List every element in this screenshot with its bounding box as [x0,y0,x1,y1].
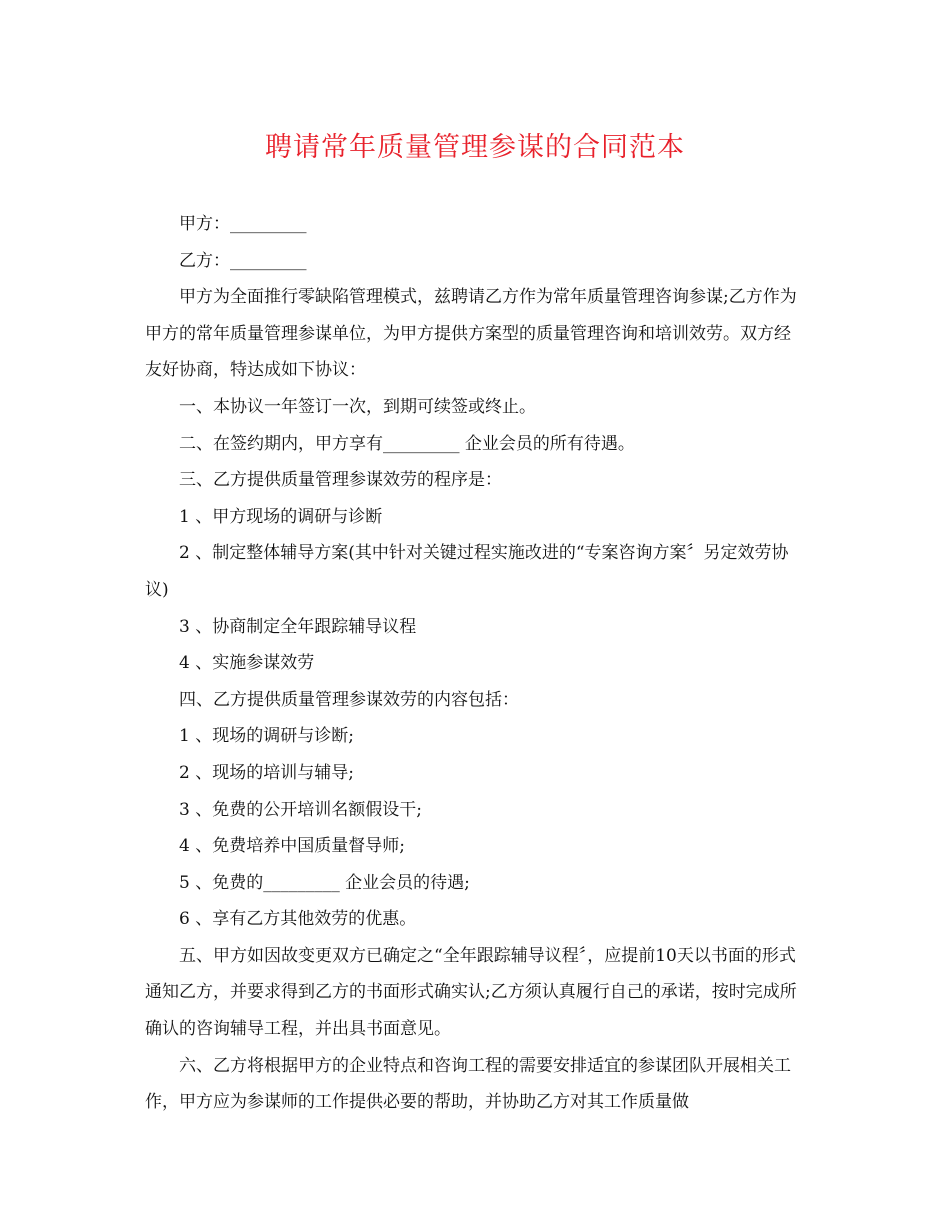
clause-6: 六、乙方将根据甲方的企业特点和咨询工程的需要安排适宜的参谋团队开展相关工作，甲方应为参谋师的工作提供必要的帮助，并协助乙方对其工作质量做 [145,1055,791,1113]
clause-3-item-4: 4 、实施参谋效劳 [179,653,315,674]
clause-3-heading: 三、乙方提供质量管理参谋效劳的程序是： [179,470,502,491]
party-b-line: 乙方：_________ [179,250,307,271]
clause-2: 二、在签约期内，甲方享有_________ 企业会员的所有待遇。 [179,433,635,454]
clause-5: 五、甲方如因故变更双方已确定之“全年跟踪辅导议程〞，应提前10天以书面的形式通知乙方，并要求得到乙方的书面形式确实认;乙方须认真履行自己的承诺，按时完成所确认的咨询辅导工程，并出具书面意见。 [145,945,797,1040]
party-a-line: 甲方：_________ [179,214,307,234]
clause-4-item-2: 2 、现场的培训与辅导; [179,762,354,783]
clause-3-item-1: 1 、甲方现场的调研与诊断 [179,506,383,527]
document-body [145,206,805,1121]
clause-4-item-4: 4 、免费培养中国质量督导师; [179,836,405,857]
intro-paragraph: 甲方为全面推行零缺陷管理模式，兹聘请乙方作为常年质量管理咨询参谋;乙方作为甲方的常年质量管理参谋单位，为甲方提供方案型的质量管理咨询和培训效劳。双方经友好协商，特达成如下协议： [145,287,797,381]
clause-3-item-3: 3 、协商制定全年跟踪辅导议程 [179,616,417,637]
clause-4-heading: 四、乙方提供质量管理参谋效劳的内容包括： [179,689,519,710]
clause-4-item-1: 1 、现场的调研与诊断; [179,726,354,747]
clause-4-item-6: 6 、享有乙方其他效劳的优惠。 [179,909,417,930]
clause-4-item-5: 5 、免费的_________ 企业会员的待遇; [179,872,470,893]
clause-3-item-2: 2 、制定整体辅导方案(其中针对关键过程实施改进的“专案咨询方案〞另定效劳协议) [145,543,789,600]
clause-1: 一、本协议一年签订一次，到期可续签或终止。 [179,396,536,417]
document-title: 聘请常年质量管理参谋的合同范本 [265,132,685,163]
clause-4-item-3: 3 、免费的公开培训名额假设干; [179,799,422,820]
